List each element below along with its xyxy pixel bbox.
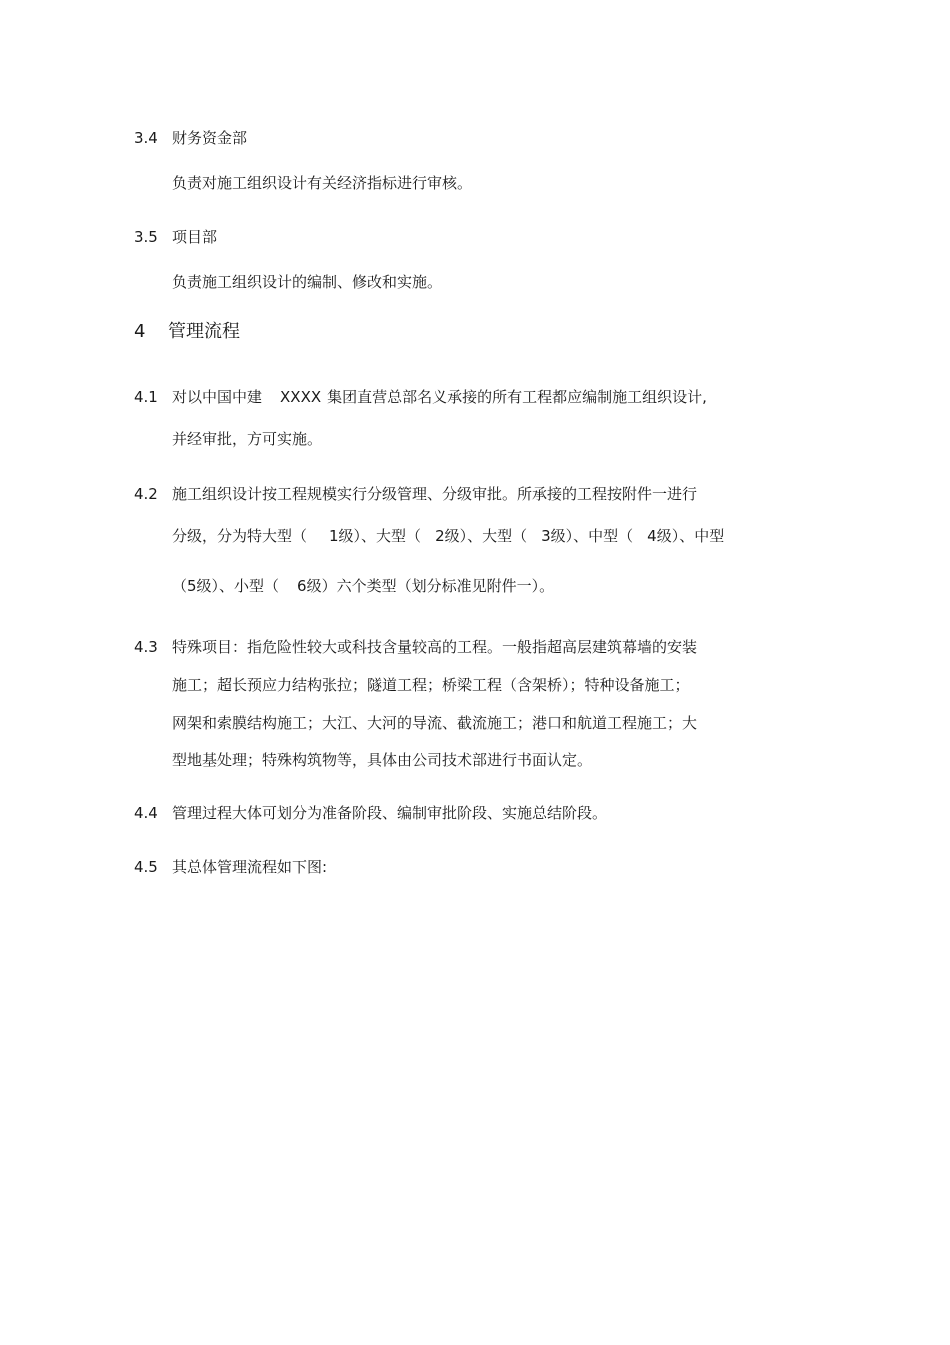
heading-title-4: 管理流程: [168, 321, 240, 342]
section-4-3-line-4: 型地基处理；特殊构筑物等，具体由公司技术部进行书面认定。: [172, 751, 593, 769]
section-number-4-5: 4.5: [134, 858, 158, 876]
text-fragment: 2级）、大型（: [435, 527, 528, 545]
text-fragment: 集团直营总部名义承接的所有工程都应编制施工组织设计,: [327, 388, 707, 406]
section-body-3-4: 负责对施工组织设计有关经济指标进行审核。: [172, 174, 473, 192]
text-fragment: 6级）六个类型（划分标准见附件一）。: [297, 577, 555, 595]
section-4-2-line-1: 施工组织设计按工程规模实行分级管理、分级审批。所承接的工程按附件一进行: [172, 485, 698, 503]
text-fragment: 分级，分为特大型（: [172, 527, 308, 545]
section-4-1-line-1: [172, 387, 707, 407]
text-fragment: 4级）、中型: [647, 527, 725, 545]
section-number-4-4: 4.4: [134, 804, 158, 822]
section-4-2-line-3: [172, 576, 554, 596]
text-fragment: XXXX: [280, 388, 322, 406]
section-body-4-4: 管理过程大体可划分为准备阶段、编制审批阶段、实施总结阶段。: [172, 804, 608, 822]
section-number-3-5: 3.5: [134, 228, 158, 246]
section-body-3-5: 负责施工组织设计的编制、修改和实施。: [172, 273, 443, 291]
text-fragment: 对以中国中建: [172, 388, 263, 406]
text-fragment: 1级）、大型（: [329, 527, 422, 545]
section-title-3-5: 项目部: [172, 228, 218, 246]
section-4-3-line-3: 网架和索膜结构施工；大江、大河的导流、截流施工；港口和航道工程施工；大: [172, 714, 698, 732]
section-number-3-4: 3.4: [134, 129, 158, 147]
section-body-4-5: 其总体管理流程如下图:: [172, 858, 328, 876]
text-fragment: 3级）、中型（: [541, 527, 634, 545]
section-4-3-line-1: 特殊项目：指危险性较大或科技含量较高的工程。一般指超高层建筑幕墙的安装: [172, 638, 698, 656]
section-4-3-line-2: 施工；超长预应力结构张拉；隧道工程；桥梁工程（含架桥）；特种设备施工；: [172, 676, 690, 694]
section-number-4-1: 4.1: [134, 388, 158, 406]
heading-number-4: 4: [134, 321, 146, 342]
text-fragment: （5级）、小型（: [172, 577, 280, 595]
section-number-4-2: 4.2: [134, 485, 158, 503]
section-number-4-3: 4.3: [134, 638, 158, 656]
section-title-3-4: 财务资金部: [172, 129, 248, 147]
section-4-1-line-2: 并经审批，方可实施。: [172, 430, 323, 448]
section-4-2-line-2: [172, 526, 724, 546]
